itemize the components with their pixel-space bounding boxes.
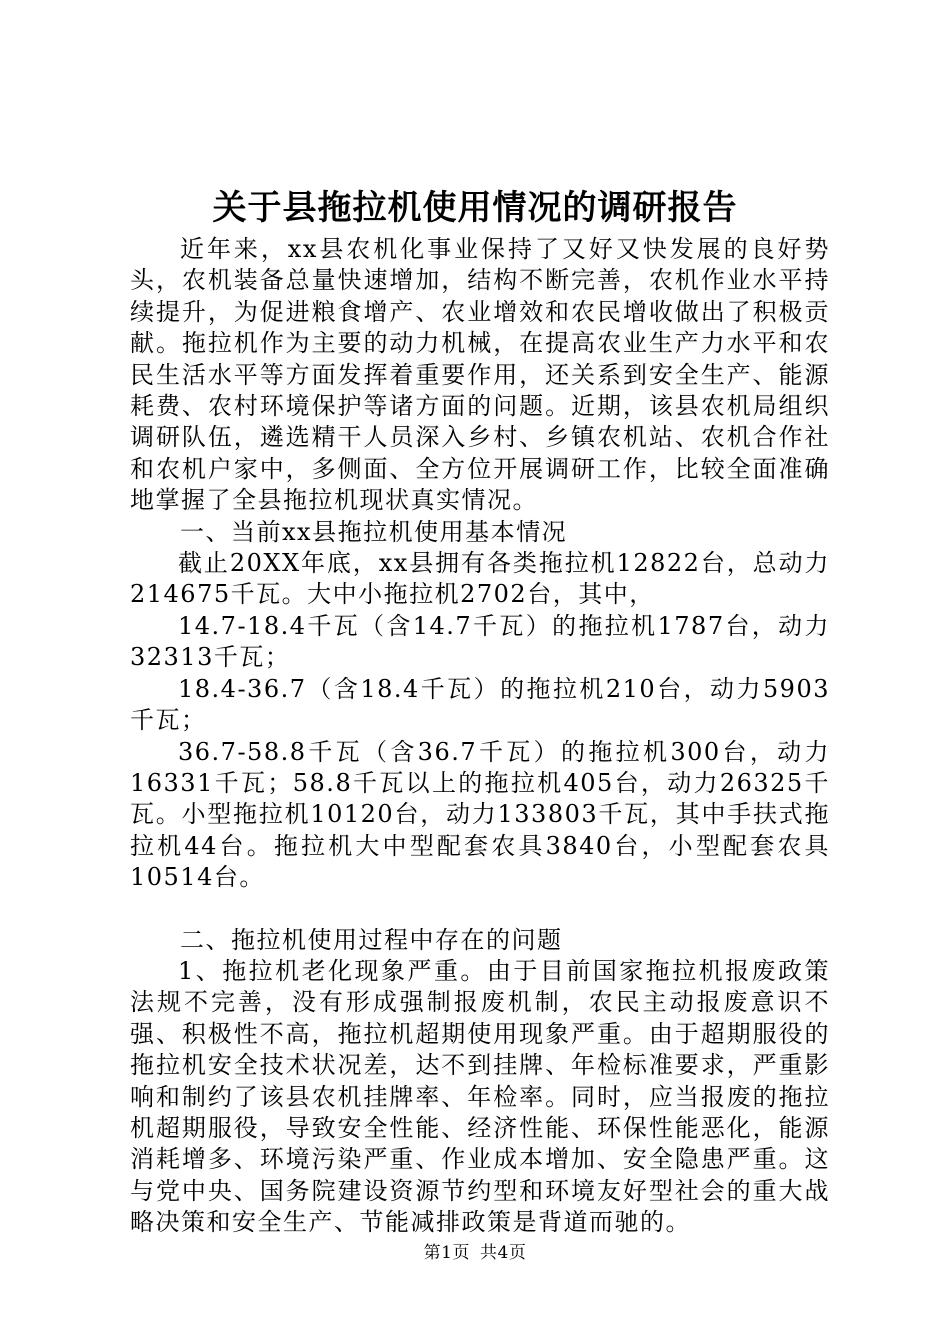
- section-heading-2: 二、拖拉机使用过程中存在的问题: [180, 925, 563, 954]
- page-footer: [0, 1242, 950, 1264]
- stats-paragraph-2: 14.7-18.4千瓦（含14.7千瓦）的拖拉机1787台，动力32313千瓦；: [130, 611, 830, 672]
- blank-line: [130, 894, 830, 925]
- stats-paragraph-1: 截止20XX年底，xx县拥有各类拖拉机12822台，总动力214675千瓦。大中小拖拉机2702台，其中，: [130, 549, 830, 609]
- document-title: 关于县拖拉机使用情况的调研报告: [212, 188, 738, 228]
- document-body: [130, 234, 830, 1239]
- stats-paragraph-3: 18.4-36.7（含18.4千瓦）的拖拉机210台，动力5903千瓦；: [130, 674, 830, 735]
- page-number-total: 共4页: [480, 1243, 527, 1263]
- section-heading-1: 一、当前xx县拖拉机使用基本情况: [180, 517, 568, 546]
- stats-paragraph-4: 36.7-58.8千瓦（含36.7千瓦）的拖拉机300台，动力16331千瓦；58.8千瓦以上的拖拉机405台，动力26325千瓦。小型拖拉机10120台，动力133803千瓦，其中手扶式拖拉机44台。拖拉机大中型配套农具3840台，小型配套农具10514台。: [130, 737, 830, 892]
- intro-paragraph: 近年来，xx县农机化事业保持了又好又快发展的良好势头，农机装备总量快速增加，结构不断完善，农机作业水平持续提升，为促进粮食增产、农业增效和农民增收做出了积极贡献。拖拉机作为主要的动力机械，在提高农业生产力水平和农民生活水平等方面发挥着重要作用，还关系到安全生产、能源耗费、农村环境保护等诸方面的问题。近期，该县农机局组织调研队伍，遴选精干人员深入乡村、乡镇农机站、农机合作社和农机户家中，多侧面、全方位开展调研工作，比较全面准确地掌握了全县拖拉机现状真实情况。: [130, 235, 830, 515]
- page-number-current: 第1页: [423, 1243, 470, 1263]
- problem-paragraph-1: 1、拖拉机老化现象严重。由于目前国家拖拉机报废政策法规不完善，没有形成强制报废机制，农民主动报废意识不强、积极性不高，拖拉机超期使用现象严重。由于超期服役的拖拉机安全技术状况差，达不到挂牌、年检标准要求，严重影响和制约了该县农机挂牌率、年检率。同时，应当报废的拖拉机超期服役，导致安全性能、经济性能、环保性能恶化，能源消耗增多、环境污染严重、作业成本增加、安全隐患严重。这与党中央、国务院建设资源节约型和环境友好型社会的重大战略决策和安全生产、节能减排政策是背道而驰的。: [130, 956, 830, 1237]
